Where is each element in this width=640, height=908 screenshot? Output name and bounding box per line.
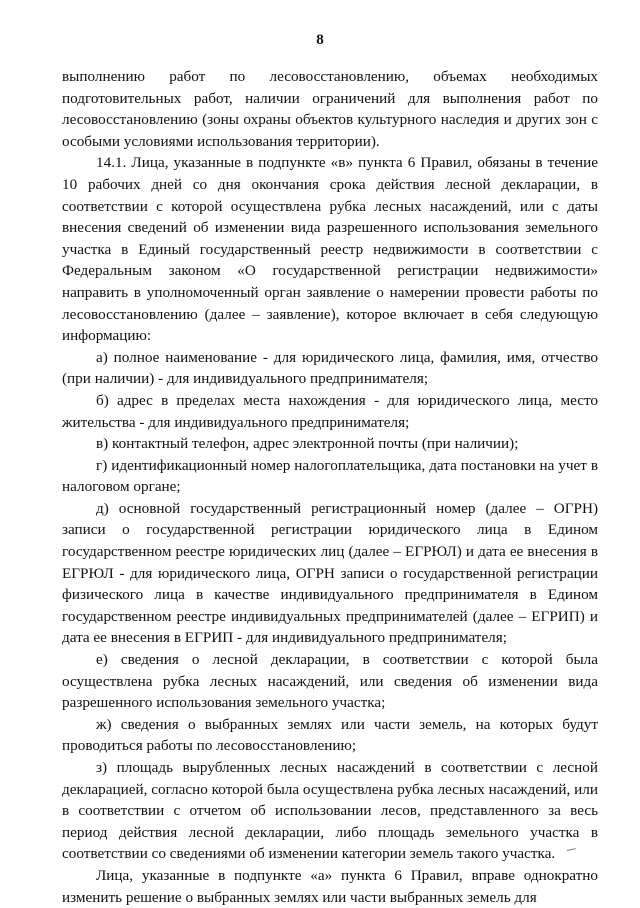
list-item-e: е) сведения о лесной декларации, в соответствии с которой была осуществлена рубка лесных насаждений, или сведения об изменении вида разрешенного использования земельного участка; bbox=[62, 651, 598, 712]
list-item-z: з) площадь вырубленных лесных насаждений в соответствии с лесной декларацией, согласно которой была осуществлена рубка лесных насаждений, или в соответствии с отчетом об использовании лесов, представленного за весь период действия лесной декларации, либо площадь земельного участка в соответствии со сведениями об изменении категории земель такого участка. bbox=[62, 759, 598, 863]
list-item-b: б) адрес в пределах места нахождения - для юридического лица, место жительства - для индивидуального предпринимателя; bbox=[62, 391, 598, 431]
list-item-v: в) контактный телефон, адрес электронной почты (при наличии); bbox=[96, 435, 519, 453]
list-item-a: а) полное наименование - для юридического лица, фамилия, имя, отчество (при наличии) - для индивидуального предпринимателя; bbox=[62, 348, 598, 388]
list-item-d: д) основной государственный регистрационный номер (далее – ОГРН) записи о государственной регистрации юридического лица в Едином государственном реестре юридических лиц (далее – ЕГРЮЛ) и дата ее внесения в ЕГРЮЛ - для юридического лица, ОГРН записи о государственной регистрации физического лица в качестве индивидуального предпринимателя в Едином государственном реестре индивидуальных предпринимателей (далее – ЕГРИП) и дата ее внесения в ЕГРИП - для индивидуального предпринимателя; bbox=[62, 499, 598, 647]
paragraph-persons-a: Лица, указанные в подпункте «а» пункта 6 Правил, вправе однократно изменить решение о выбранных землях или части выбранных земель для bbox=[62, 866, 598, 906]
paragraph-continuation: выполнению работ по лесовосстановлению, объемах необходимых подготовительных работ, наличии ограничений для выполнения работ по лесовосстановлению (зоны охраны объектов культурного наследия и других зон с особыми условиями использования территории). bbox=[62, 68, 598, 150]
document-body bbox=[62, 66, 598, 908]
list-item-g: г) идентификационный номер налогоплательщика, дата постановки на учет в налоговом органе; bbox=[62, 456, 598, 496]
list-item-zh: ж) сведения о выбранных землях или части земель, на которых будут проводиться работы по лесовосстановлению; bbox=[62, 715, 598, 755]
paragraph-14-1: 14.1. Лица, указанные в подпункте «в» пункта 6 Правил, обязаны в течение 10 рабочих дней со дня окончания срока действия лесной декларации, в соответствии с которой осуществлена рубка лесных насаждений, или с даты внесения сведений об изменении вида разрешенного использования земельного участка в Единый государственный реестр недвижимости в соответствии с Федеральным законом «О государственной регистрации недвижимости» направить в уполномоченный орган заявление о намерении провести работы по лесовосстановлению (далее – заявление), которое включает в себя следующую информацию: bbox=[62, 154, 598, 345]
page-number: 8 bbox=[316, 32, 324, 48]
